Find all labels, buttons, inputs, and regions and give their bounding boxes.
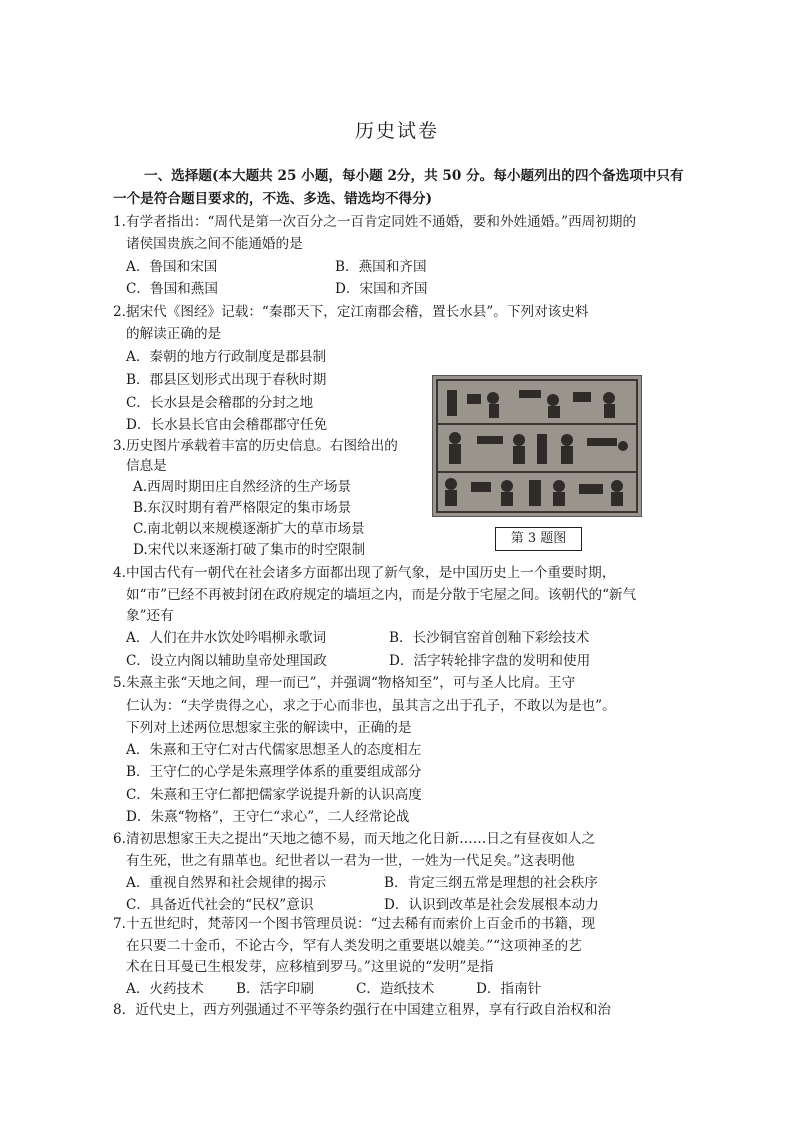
q5-stem-line3: 下列对上述两位思想家主张的解读中，正确的是	[126, 720, 412, 736]
q5-option-b: B．王守仁的心学是朱熹理学体系的重要组成部分	[126, 764, 422, 780]
q4-stem-line3: 象”还有	[126, 608, 174, 624]
q1-stem-line1: 1.有学者指出：“周代是第一次百分之一百肯定同姓不通婚，要和外姓通婚。”西周初期的	[113, 214, 637, 230]
q7-option-d: D．指南针	[476, 981, 542, 997]
page-title: 历史试卷	[354, 120, 439, 142]
q7-stem-line2: 在只要二十金币，不论古今，罕有人类发明之重要堪以媲美。”“这项神圣的艺	[126, 938, 582, 954]
q3-figure-image	[432, 375, 642, 517]
q2-option-b: B．郡县区划形式出现于春秋时期	[126, 372, 327, 388]
q6-option-b: B．肯定三纲五常是理想的社会秩序	[384, 875, 598, 891]
q1-stem-line2: 诸侯国贵族之间不能通婚的是	[126, 236, 303, 252]
q6-option-a: A．重视自然界和社会规律的揭示	[126, 875, 327, 891]
q7-option-b: B．活字印刷	[236, 981, 314, 997]
q6-stem-line1: 6.清初思想家王夫之提出“天地之德不易，而天地之化日新……日之有昼夜如人之	[113, 831, 596, 847]
q4-option-d: D．活字转轮排字盘的发明和使用	[389, 653, 591, 669]
q5-stem-line2: 仁认为：“夫学贵得之心，求之于心而非也，虽其言之出于孔子，不敢以为是也”。	[126, 698, 616, 714]
q3-option-a: A.西周时期田庄自然经济的生产场景	[133, 479, 352, 495]
q2-stem-line1: 2.据宋代《图经》记载：“秦郡天下，定江南郡会稽，置长水县”。下列对该史料	[113, 304, 589, 320]
q6-option-c: C．具备近代社会的“民权”意识	[126, 897, 314, 913]
q7-stem-line3: 术在日耳曼已生根发芽，应移植到罗马。”这里说的“发明”是指	[126, 959, 494, 975]
q5-option-a: A．朱熹和王守仁对古代儒家思想圣人的态度相左	[126, 742, 422, 758]
q3-figure-caption: 第 3 题图	[495, 527, 582, 551]
q4-option-b: B．长沙铜官窑首创釉下彩绘技术	[389, 630, 590, 646]
q7-option-a: A．火药技术	[126, 981, 204, 997]
q7-stem-line1: 7.十五世纪时，梵蒂冈一个图书管理员说：“过去稀有而索价上百金币的书籍，现	[113, 916, 596, 932]
q3-stem-line1: 3.历史图片承载着丰富的历史信息。右图给出的	[113, 438, 398, 454]
q5-stem-line1: 5.朱熹主张“天地之间，理一而已”，并强调“物格知至”，可与圣人比肩。王守	[113, 675, 576, 691]
q7-option-c: C．造纸技术	[356, 981, 435, 997]
q3-option-d: D.宋代以来逐渐打破了集市的时空限制	[133, 542, 366, 558]
q2-option-d: D．长水县长官由会稽郡郡守任免	[126, 417, 328, 433]
q4-stem-line2: 如“市”已经不再被封闭在政府规定的墙垣之内，而是分散于宅屋之间。该朝代的“新气	[126, 587, 637, 603]
q3-stem-line2: 信息是	[126, 458, 167, 474]
q1-option-a: A．鲁国和宋国	[126, 259, 218, 275]
q3-option-c: C.南北朝以来规模逐渐扩大的草市场景	[133, 521, 365, 537]
q8-stem-line1: 8．近代史上，西方列强通过不平等条约强行在中国建立租界，享有行政自治权和治	[113, 1002, 612, 1018]
q6-stem-line2: 有生死，世之有鼎革也。纪世者以一君为一世，一姓为一代足矣。”这表明他	[126, 853, 575, 869]
q5-option-c: C．朱熹和王守仁都把儒家学说提升新的认识高度	[126, 787, 422, 803]
section-header-line1: 一、选择题(本大题共 25 小题，每小题 2分，共 50 分。每小题列出的四个备选项中只有	[144, 168, 684, 184]
q5-option-d: D．朱熹“物格”，王守仁“求心”，二人经常论战	[126, 809, 410, 825]
q2-option-c: C．长水县是会稽郡的分封之地	[126, 395, 314, 411]
q4-option-a: A．人们在井水饮处吟唱柳永歌词	[126, 630, 327, 646]
q1-option-b: B．燕国和齐国	[335, 259, 427, 275]
q4-option-c: C．设立内阁以辅助皇帝处理国政	[126, 653, 327, 669]
q4-stem-line1: 4.中国古代有一朝代在社会诸多方面都出现了新气象，是中国历史上一个重要时期，	[113, 565, 616, 581]
q1-option-c: C．鲁国和燕国	[126, 281, 218, 297]
q1-option-d: D．宋国和齐国	[335, 281, 428, 297]
q2-option-a: A．秦朝的地方行政制度是郡县制	[126, 349, 327, 365]
q3-option-b: B.东汉时期有着严格限定的集市场景	[133, 500, 352, 516]
q6-option-d: D．认识到改革是社会发展根本动力	[384, 897, 599, 913]
section-header-line2: 一个是符合题目要求的，不选、多选、错选均不得分)	[113, 191, 433, 207]
q2-stem-line2: 的解读正确的是	[126, 326, 222, 342]
market-scene-image	[433, 376, 641, 516]
